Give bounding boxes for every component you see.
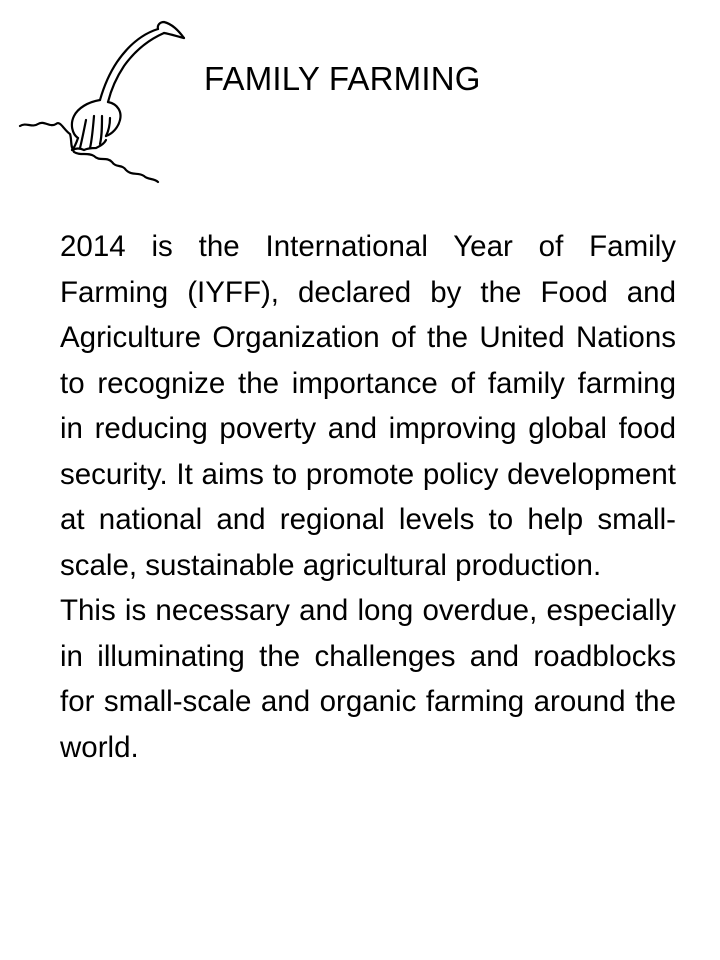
paragraph-conclusion: This is necessary and long overdue, especially in illuminating the challenges and roadblocks for small-scale and organic farming around the world.	[60, 594, 676, 764]
pitchfork-icon	[14, 16, 189, 188]
page-title: FAMILY FARMING	[204, 60, 481, 97]
article-body	[60, 224, 676, 770]
paragraph-intro: 2014 is the International Year of Family Farming (IYFF), declared by the Food and Agriculture Organization of the United Nations to recognize the importance of family farming in reducing poverty and improving global food security. It aims to promote policy development at national and regional levels to help small-scale, sustainable agricultural production.	[60, 230, 676, 582]
